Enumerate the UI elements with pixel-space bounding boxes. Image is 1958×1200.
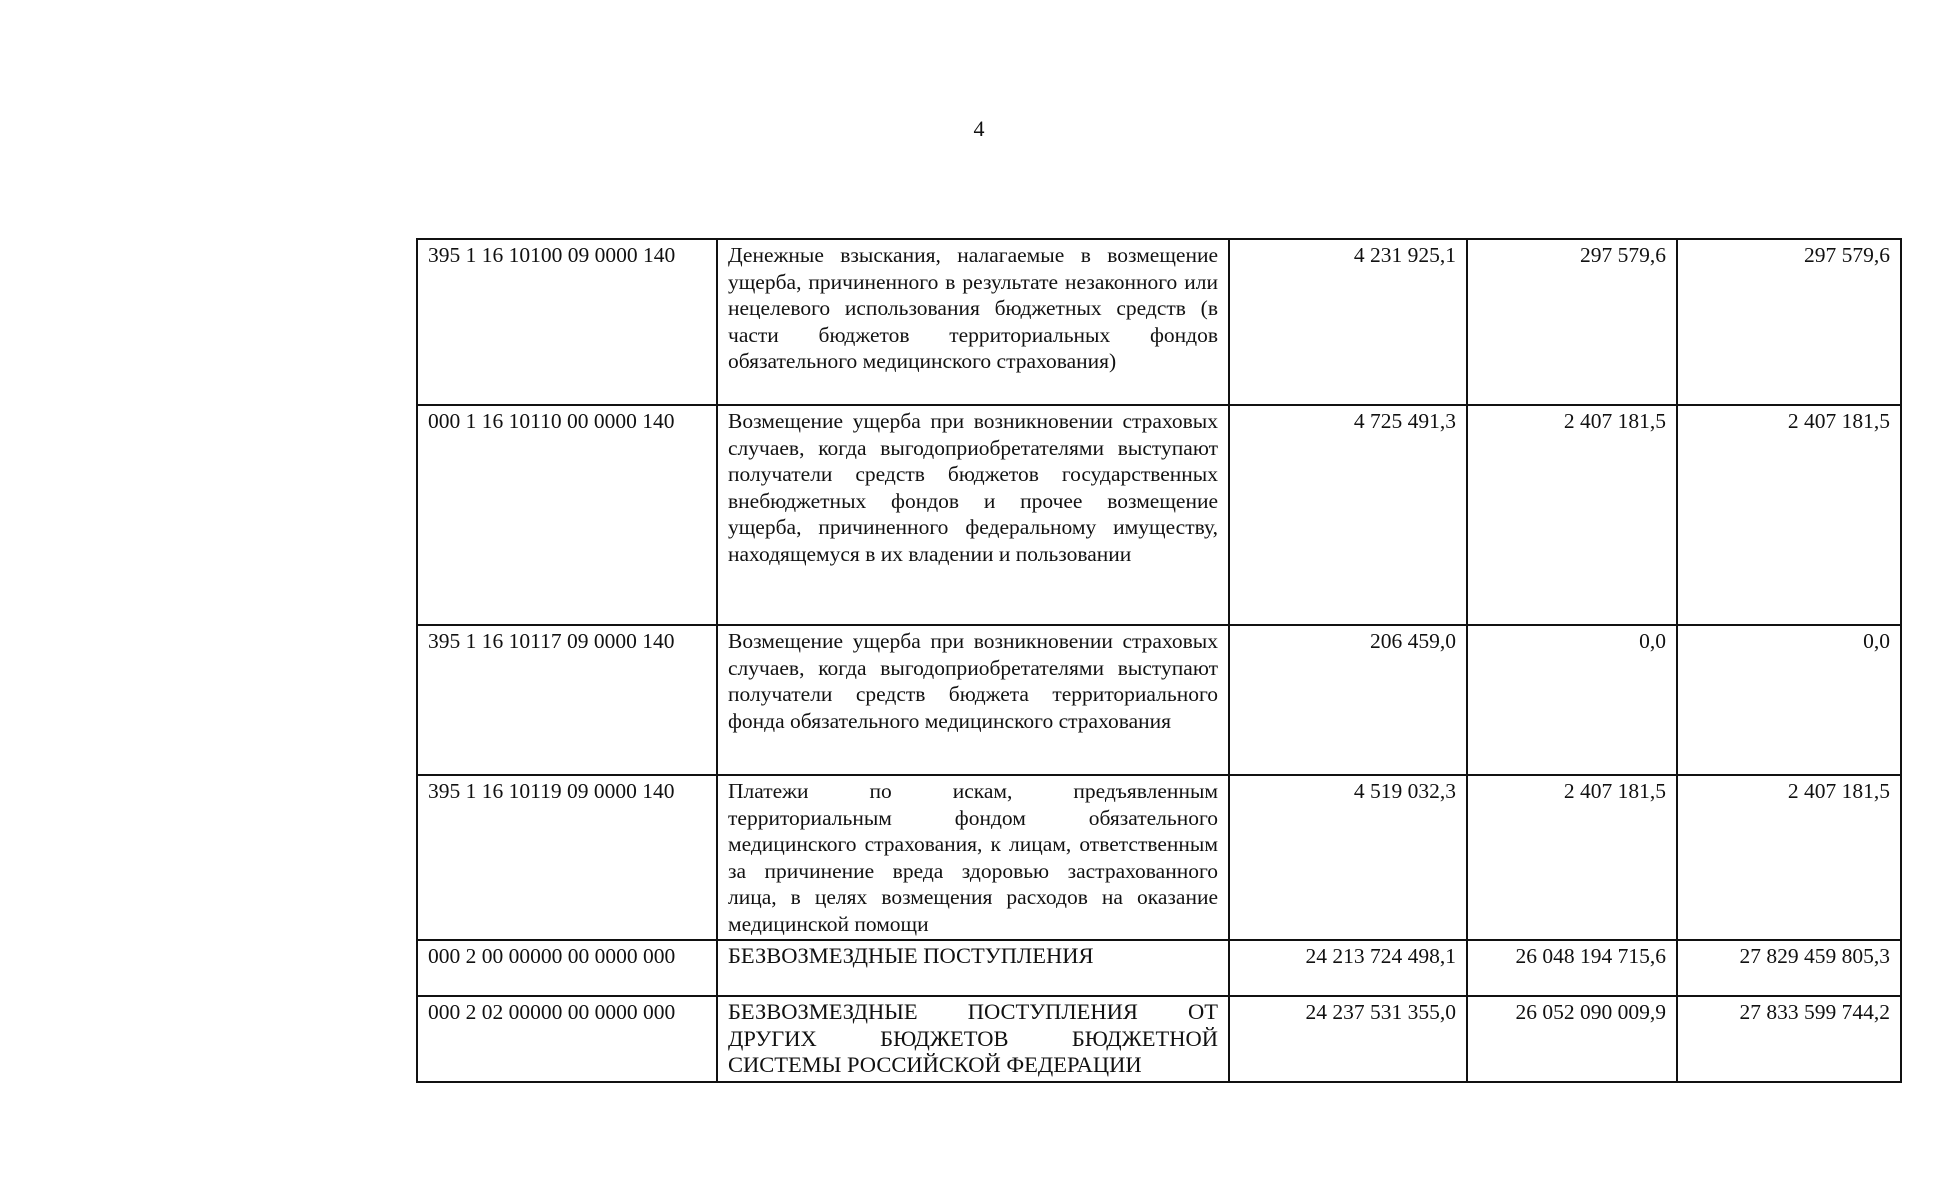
amount-year3-cell: 297 579,6 <box>1677 239 1901 405</box>
revenue-name-cell: БЕЗВОЗМЕЗДНЫЕ ПОСТУПЛЕНИЯ <box>717 940 1229 996</box>
budget-code-cell: 000 2 02 00000 00 0000 000 <box>417 996 717 1082</box>
amount-year1-cell: 24 213 724 498,1 <box>1229 940 1467 996</box>
amount-year1-cell: 4 519 032,3 <box>1229 775 1467 940</box>
amount-year2-cell: 2 407 181,5 <box>1467 405 1677 625</box>
table-row <box>417 940 1901 996</box>
budget-code-cell: 395 1 16 10100 09 0000 140 <box>417 239 717 405</box>
budget-code-cell: 395 1 16 10117 09 0000 140 <box>417 625 717 775</box>
revenue-name-cell: Возмещение ущерба при возникновении страховых случаев, когда выгодоприобретателями выступают получатели средств бюджета территориального фонда обязательного медицинского страхования <box>717 625 1229 775</box>
amount-year2-cell: 297 579,6 <box>1467 239 1677 405</box>
budget-code-cell: 000 1 16 10110 00 0000 140 <box>417 405 717 625</box>
table-row <box>417 775 1901 940</box>
amount-year3-cell: 2 407 181,5 <box>1677 405 1901 625</box>
table-row <box>417 405 1901 625</box>
revenue-name-cell: БЕЗВОЗМЕЗДНЫЕ ПОСТУПЛЕНИЯ ОТ ДРУГИХ БЮДЖЕТОВ БЮДЖЕТНОЙ СИСТЕМЫ РОССИЙСКОЙ ФЕДЕРАЦИИ <box>717 996 1229 1082</box>
amount-year1-cell: 4 725 491,3 <box>1229 405 1467 625</box>
revenue-name-cell: Платежи по искам, предъявленным территориальным фондом обязательного медицинского страхования, к лицам, ответственным за причинение вреда здоровью застрахованного лица, в целях возмещения расходов на оказание медицинской помощи <box>717 775 1229 940</box>
amount-year1-cell: 4 231 925,1 <box>1229 239 1467 405</box>
amount-year2-cell: 26 048 194 715,6 <box>1467 940 1677 996</box>
table-row <box>417 996 1901 1082</box>
amount-year3-cell: 27 829 459 805,3 <box>1677 940 1901 996</box>
budget-code-cell: 395 1 16 10119 09 0000 140 <box>417 775 717 940</box>
budget-code-cell: 000 2 00 00000 00 0000 000 <box>417 940 717 996</box>
amount-year2-cell: 2 407 181,5 <box>1467 775 1677 940</box>
amount-year3-cell: 27 833 599 744,2 <box>1677 996 1901 1082</box>
amount-year1-cell: 24 237 531 355,0 <box>1229 996 1467 1082</box>
amount-year3-cell: 2 407 181,5 <box>1677 775 1901 940</box>
amount-year2-cell: 0,0 <box>1467 625 1677 775</box>
budget-revenue-table <box>416 238 1902 1083</box>
revenue-name-cell: Денежные взыскания, налагаемые в возмещение ущерба, причиненного в результате незаконного или нецелевого использования бюджетных средств (в части бюджетов территориальных фондов обязательного медицинского страхования) <box>717 239 1229 405</box>
amount-year2-cell: 26 052 090 009,9 <box>1467 996 1677 1082</box>
amount-year1-cell: 206 459,0 <box>1229 625 1467 775</box>
table-row <box>417 239 1901 405</box>
table-row <box>417 625 1901 775</box>
page-number: 4 <box>973 116 985 141</box>
amount-year3-cell: 0,0 <box>1677 625 1901 775</box>
revenue-name-cell: Возмещение ущерба при возникновении страховых случаев, когда выгодоприобретателями выступают получатели средств бюджетов государственных внебюджетных фондов и прочее возмещение ущерба, причиненного федеральному имуществу, находящемуся в их владении и пользовании <box>717 405 1229 625</box>
